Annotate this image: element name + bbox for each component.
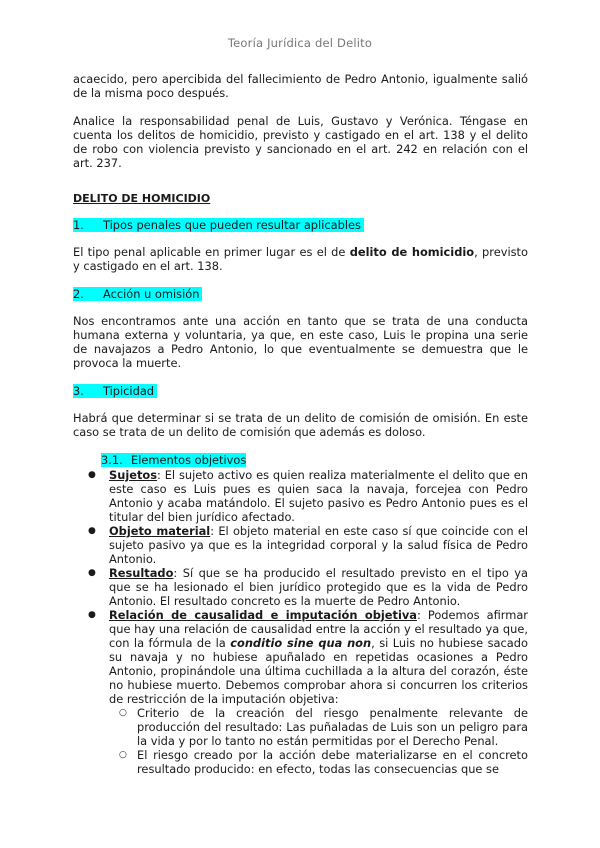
text-run: El tipo penal aplicable en primer lugar es el de [73,245,350,259]
criteria-list [109,706,528,776]
subheading-3-1 [101,453,528,467]
bold-term: delito de homicidio [349,245,475,259]
heading-2 [73,287,528,301]
item-term: Relación de causalidad e imputación objetiva [109,608,417,622]
latin-phrase: conditio sine qua non [230,636,372,650]
paragraph-accion: Nos encontramos ante una acción en tanto que se trata de una conducta humana externa y voluntaria, ya que, en este caso, Luis le propina una serie de navajazos a Pedro Antonio, lo que eventualmente se demuestra que le provoca la muerte. [73,314,528,370]
document-body [73,72,528,776]
criteria-item: ○ El riesgo creado por la acción debe materializarse en el concreto resultado producido: en efecto, todas las consecuencias que se [109,748,528,776]
heading-1 [73,218,528,232]
intro-paragraph-2: Analice la responsabilidad penal de Luis, Gustavo y Verónica. Téngase en cuenta los delitos de homicidio, previsto y castigado en el art. 138 y el delito de robo con violencia previsto y sancionado en el art. 242 en relación con el art. 237. [73,114,528,170]
elements-list [73,468,528,776]
list-item-relacion [73,608,528,776]
heading-1-number: 1. [73,218,84,232]
item-text: : El objeto material en este caso sí que coincide con el sujeto pasivo ya que es la integridad corporal y la salud física de Pedro Antonio. [109,524,528,566]
section-title: DELITO DE HOMICIDIO [73,192,211,205]
intro-paragraph-1: acaecido, pero apercibida del fallecimiento de Pedro Antonio, igualmente salió de la misma poco después. [73,72,528,100]
item-term: Resultado [109,566,174,580]
list-item-objeto [73,524,528,566]
paragraph-tipo-penal [73,245,528,273]
paragraph-tipicidad: Habrá que determinar si se trata de un delito de comisión de omisión. En este caso se trata de un delito de comisión que además es doloso. [73,411,528,439]
heading-3-number: 3. [73,384,84,398]
heading-2-label: Acción u omisión [103,287,200,301]
subheading-number: 3.1. [101,453,123,467]
page-header: Teoría Jurídica del Delito [227,36,373,50]
heading-1-label: Tipos penales que pueden resultar aplicables [103,218,361,232]
text-run: , previsto y castigado en el art. 138. [73,245,528,273]
item-text: : Podemos afirmar que hay una relación de causalidad entre la acción y el resultado ya que, con la fórmula de la [109,608,528,650]
item-text: , si Luis no hubiese sacado su navaja y no hubiese apuñalado en repetidas ocasiones a Pedro Antonio, propinándole una última cuchillada a la altura del corazón, éste no hubiese muerto. Debemos comprobar ahora si concurren los criterios de restricción de la imputación objetiva: [109,636,528,706]
subheading-label: Elementos objetivos [131,453,247,467]
item-text: : Sí que se ha producido el resultado previsto en el tipo ya que se ha lesionado el bien jurídico protegido que es la vida de Pedro Antonio. El resultado concreto es la muerte de Pedro Antonio. [109,566,528,608]
list-item-sujetos [73,468,528,524]
heading-3 [73,384,528,398]
heading-3-label: Tipicidad [103,384,155,398]
item-term: Objeto material [109,524,211,538]
criteria-item: ○ Criterio de la creación del riesgo penalmente relevante de producción del resultado: Las puñaladas de Luis son un peligro para la vida y por lo tanto no están permitidas por el Derecho Penal. [109,706,528,748]
item-term: Sujetos [109,468,157,482]
item-text: : El sujeto activo es quien realiza materialmente el delito que en este caso es Luis pues es quien saca la navaja, forcejea con Pedro Antonio y acaba matándolo. El sujeto pasivo es Pedro Antonio pues es el titular del bien jurídico afectado. [109,468,528,524]
heading-2-number: 2. [73,287,84,301]
list-item-resultado [73,566,528,608]
